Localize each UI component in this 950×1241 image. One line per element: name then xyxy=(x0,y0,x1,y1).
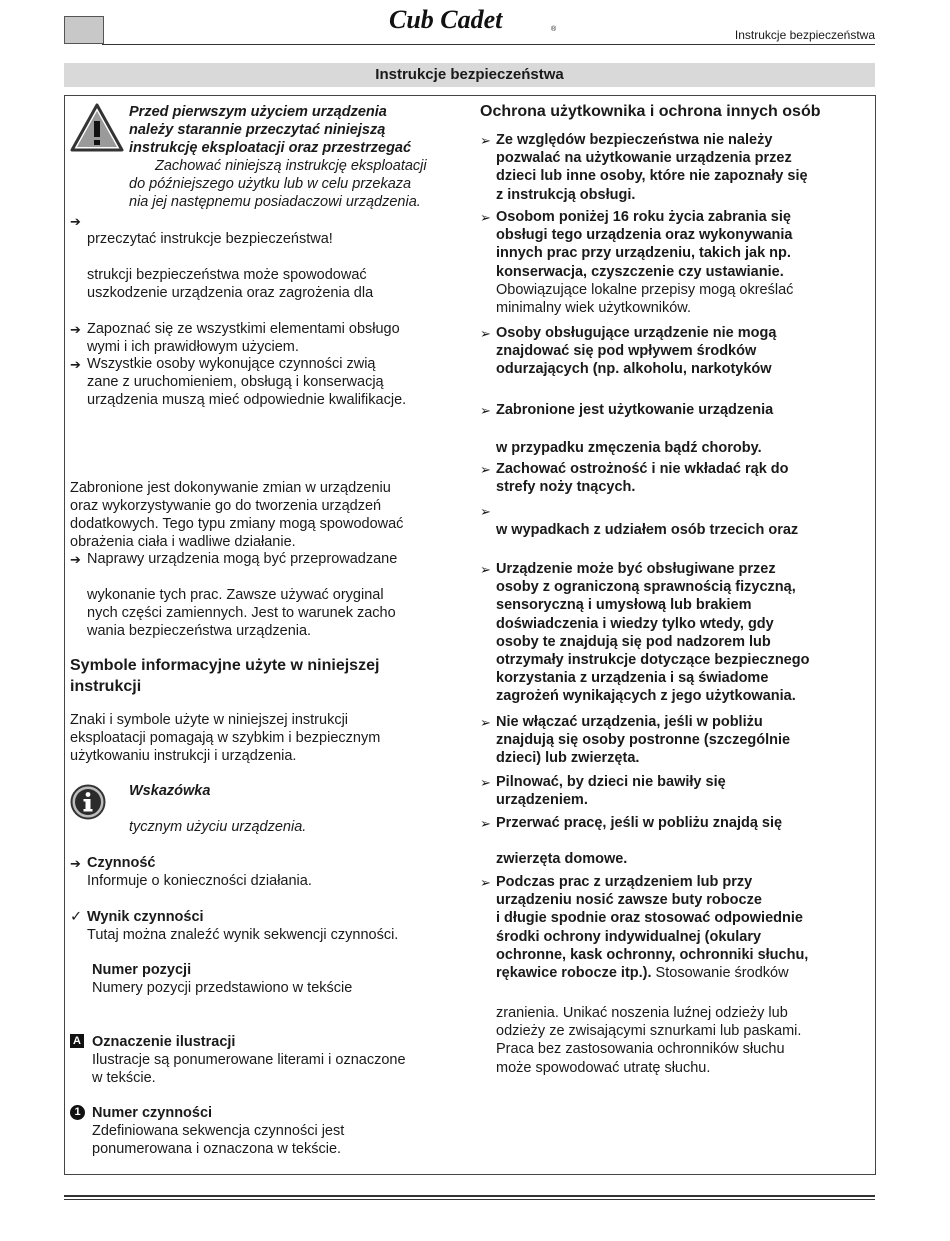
safety-item-10-line: i długie spodnie oraz stosować odpowiednie xyxy=(496,910,803,927)
safety-item-1-line: pozwalać na użytkowanie urządzenia przez xyxy=(496,150,792,167)
right-heading: Ochrona użytkownika i ochrona innych osób xyxy=(480,103,821,120)
safety-item-7-line: dzieci) lub zwierzęta. xyxy=(496,750,640,767)
figure-label-icon: A xyxy=(70,1034,84,1048)
p4-line2: zane z uruchomieniem, obsługą i konserwacją xyxy=(87,374,384,390)
p2-line1: strukcji bezpieczeństwa może spowodować xyxy=(87,267,367,283)
bullet-arrow-icon: ➢ xyxy=(480,210,491,225)
p6-line4: wania bezpieczeństwa urządzenia. xyxy=(87,623,312,639)
symbols-intro-2: eksploatacji pomagają w szybkim i bezpiecznym xyxy=(70,730,381,746)
safety-item-2-extra: minimalny wiek użytkowników. xyxy=(496,300,692,316)
safety-item-7-line: Nie włączać urządzenia, jeśli w pobliżu xyxy=(496,714,763,730)
safety-item-3-line: odurzających (np. alkoholu, narkotyków xyxy=(496,361,772,378)
warning-triangle-icon xyxy=(70,103,124,153)
safety-item-10-extra: Praca bez zastosowania ochronników słuchu xyxy=(496,1041,785,1058)
safety-item-6-line: Urządzenie może być obsługiwane przez xyxy=(496,561,776,577)
step-number-icon: 1 xyxy=(70,1105,85,1120)
fig-title: Oznaczenie ilustracji xyxy=(92,1034,236,1050)
action-text: Informuje o konieczności działania. xyxy=(87,873,312,889)
info-icon xyxy=(70,784,106,820)
safety-item-10-extra: odzieży ze zwisającymi sznurkami lub paskami. xyxy=(496,1023,802,1040)
bullet-arrow-icon: ➢ xyxy=(480,403,491,418)
arrow-icon: ➔ xyxy=(70,322,81,337)
safety-item-10-line: ochronne, kask ochronny, ochronniki słuchu, xyxy=(496,946,809,963)
p3-line2: wymi i ich prawidłowym użyciem. xyxy=(87,339,299,355)
safety-item-5-line: strefy noży tnących. xyxy=(496,479,636,496)
safety-item-4-line: Zabronione jest użytkowanie urządzenia xyxy=(496,402,774,418)
bullet-arrow-icon: ➢ xyxy=(480,133,491,148)
safety-item-2-extra: Obowiązujące lokalne przepisy mogą określać xyxy=(496,281,794,298)
safety-item-9-line: Przerwać pracę, jeśli w pobliżu znajdą się xyxy=(496,815,783,831)
p4-line3: urządzenia muszą mieć odpowiednie kwalifikacje. xyxy=(87,392,407,408)
arrow-icon: ➔ xyxy=(70,214,81,229)
result-title: Wynik czynności xyxy=(87,909,204,925)
result-text: Tutaj można znaleźć wynik sekwencji czynności. xyxy=(87,927,399,943)
footer-rule xyxy=(64,1195,875,1197)
bullet-arrow-icon: ➢ xyxy=(480,775,491,790)
p5-line3: dodatkowych. Tego typu zmiany mogą spowodować xyxy=(70,516,404,532)
p5-line4: obrażenia ciała i wadliwe działanie. xyxy=(70,534,296,550)
safety-item-6-line: osoby z ograniczoną sprawnością fizyczną, xyxy=(496,579,796,596)
svg-text:Cub Cadet: Cub Cadet xyxy=(389,5,503,34)
symbols-intro-1: Znaki i symbole użyte w niniejszej instrukcji xyxy=(70,712,349,728)
step-text-2: ponumerowana i oznaczona w tekście. xyxy=(92,1141,342,1157)
safety-item-2-line: obsługi tego urządzenia oraz wykonywania xyxy=(496,227,793,244)
safety-item-1-line: Ze względów bezpieczeństwa nie należy xyxy=(496,132,773,148)
checkmark-icon: ✓ xyxy=(70,909,83,925)
warning-intro-5: do późniejszego użytku lub w celu przekaza xyxy=(129,176,412,192)
p5-line2: oraz wykorzystywanie go do tworzenia urządzeń xyxy=(70,498,382,514)
warning-intro-3: instrukcję eksploatacji oraz przestrzegać xyxy=(129,140,412,156)
bullet-arrow-icon: ➢ xyxy=(480,715,491,730)
symbols-intro-3: użytkowaniu instrukcji i urządzenia. xyxy=(70,748,297,764)
safety-item-10-line: urządzeniu nosić zawsze buty robocze xyxy=(496,892,762,909)
p6-line1: Naprawy urządzenia mogą być przeprowadzane xyxy=(87,551,398,567)
hint-text: tycznym użyciu urządzenia. xyxy=(129,819,307,835)
safety-item-1-line: dzieci lub inne osoby, które nie zapoznały się xyxy=(496,168,808,185)
safety-item-3-line: Osoby obsługujące urządzenie nie mogą xyxy=(496,325,777,341)
corner-marker xyxy=(64,16,104,44)
safety-item-10-line: Podczas prac z urządzeniem lub przy xyxy=(496,874,753,890)
safety-item-10-tail: Stosowanie środków xyxy=(651,965,789,981)
symbols-heading-2: instrukcji xyxy=(70,678,142,695)
safety-item-8-line: Pilnować, by dzieci nie bawiły się xyxy=(496,774,726,790)
bullet-arrow-icon: ➢ xyxy=(480,562,491,577)
footer-rule-thin xyxy=(64,1199,875,1200)
pos-title: Numer pozycji xyxy=(92,962,192,978)
bullet-arrow-icon: ➢ xyxy=(480,462,491,477)
bullet-arrow-icon: ➢ xyxy=(480,504,491,519)
safety-item-3-line: znajdować się pod wpływem środków xyxy=(496,343,757,360)
arrow-icon: ➔ xyxy=(70,856,81,871)
safety-item-10-extra: zranienia. Unikać noszenia luźnej odzieży lub xyxy=(496,1005,788,1021)
safety-item-1-line: z instrukcją obsługi. xyxy=(496,186,636,203)
step-title: Numer czynności xyxy=(92,1105,213,1121)
bullet-arrow-icon: ➢ xyxy=(480,875,491,890)
step-text-1: Zdefiniowana sekwencja czynności jest xyxy=(92,1123,345,1139)
bullet-arrow-icon: ➢ xyxy=(480,326,491,341)
p5-line1: Zabronione jest dokonywanie zmian w urządzeniu xyxy=(70,480,391,496)
p2-line2: uszkodzenie urządzenia oraz zagrożenia dla xyxy=(87,285,374,301)
safety-item-4-extra: w przypadku zmęczenia bądź choroby. xyxy=(496,440,762,456)
p1-line: przeczytać instrukcje bezpieczeństwa! xyxy=(87,231,333,247)
arrow-icon: ➔ xyxy=(70,552,81,567)
p6-line3: nych części zamiennych. Jest to warunek zacho xyxy=(87,605,396,621)
bullet-arrow-icon: ➢ xyxy=(480,816,491,831)
safety-item-6-line: doświadczenia i wiedzy tylko wtedy, gdy xyxy=(496,615,774,632)
fig-text-2: w tekście. xyxy=(92,1070,156,1086)
p4-line1: Wszystkie osoby wykonujące czynności zwią xyxy=(87,356,376,372)
fig-text-1: Ilustracje są ponumerowane literami i oznaczone xyxy=(92,1052,406,1068)
symbols-heading-1: Symbole informacyjne użyte w niniejszej xyxy=(70,657,380,674)
safety-item-5-line: Zachować ostrożność i nie wkładać rąk do xyxy=(496,461,789,477)
safety-item-6-line: otrzymały instrukcje dotyczące bezpiecznego xyxy=(496,652,810,668)
action-title: Czynność xyxy=(87,855,156,871)
safety-item-2-line: Osobom poniżej 16 roku życia zabrania się xyxy=(496,209,791,225)
warning-intro-1: Przed pierwszym użyciem urządzenia xyxy=(129,104,387,120)
safety-item-6-line: korzystania z urządzenia i są świadome xyxy=(496,670,769,687)
warning-intro-6: nia jej następnemu posiadaczowi urządzenia. xyxy=(129,194,421,210)
safety-item-10-line: środki ochrony indywidualnej (okulary xyxy=(496,928,762,945)
safety-item-6-line: sensoryczną i umysłową lub brakiem xyxy=(496,597,752,614)
svg-text:®: ® xyxy=(551,26,557,33)
p3-line1: Zapoznać się ze wszystkimi elementami obsługo xyxy=(87,321,400,337)
warning-intro-4: Zachować niniejszą instrukcję eksploatacji xyxy=(155,158,427,174)
safety-item-2-line: innych prac przy urządzeniu, takich jak np. xyxy=(496,245,791,262)
right-column xyxy=(480,0,870,1170)
arrow-icon: ➔ xyxy=(70,357,81,372)
safety-item-empty-extra: w wypadkach z udziałem osób trzecich oraz xyxy=(496,522,799,538)
safety-item-6-line: osoby te znajdują się pod nadzorem lub xyxy=(496,633,771,650)
warning-intro-2: należy starannie przeczytać niniejszą xyxy=(129,122,386,138)
safety-item-9-extra: zwierzęta domowe. xyxy=(496,851,628,867)
safety-item-2-line: konserwacja, czyszczenie czy ustawianie. xyxy=(496,263,784,280)
safety-item-8-line: urządzeniem. xyxy=(496,792,588,809)
safety-item-7-line: znajdują się osoby postronne (szczególnie xyxy=(496,732,791,749)
safety-item-10-line: rękawice robocze itp.). Stosowanie środków xyxy=(496,965,789,981)
safety-item-6-line: zagrożeń wynikających z jego użytkowania. xyxy=(496,688,796,705)
safety-item-10-extra: może spowodować utratę słuchu. xyxy=(496,1059,711,1076)
page-title: Instrukcje bezpieczeństwa xyxy=(64,63,875,87)
hint-title: Wskazówka xyxy=(129,783,211,799)
p6-line2: wykonanie tych prac. Zawsze używać oryginal xyxy=(87,587,384,603)
header-section-label: Instrukcje bezpieczeństwa xyxy=(734,28,875,42)
pos-text: Numery pozycji przedstawiono w tekście xyxy=(92,980,353,996)
